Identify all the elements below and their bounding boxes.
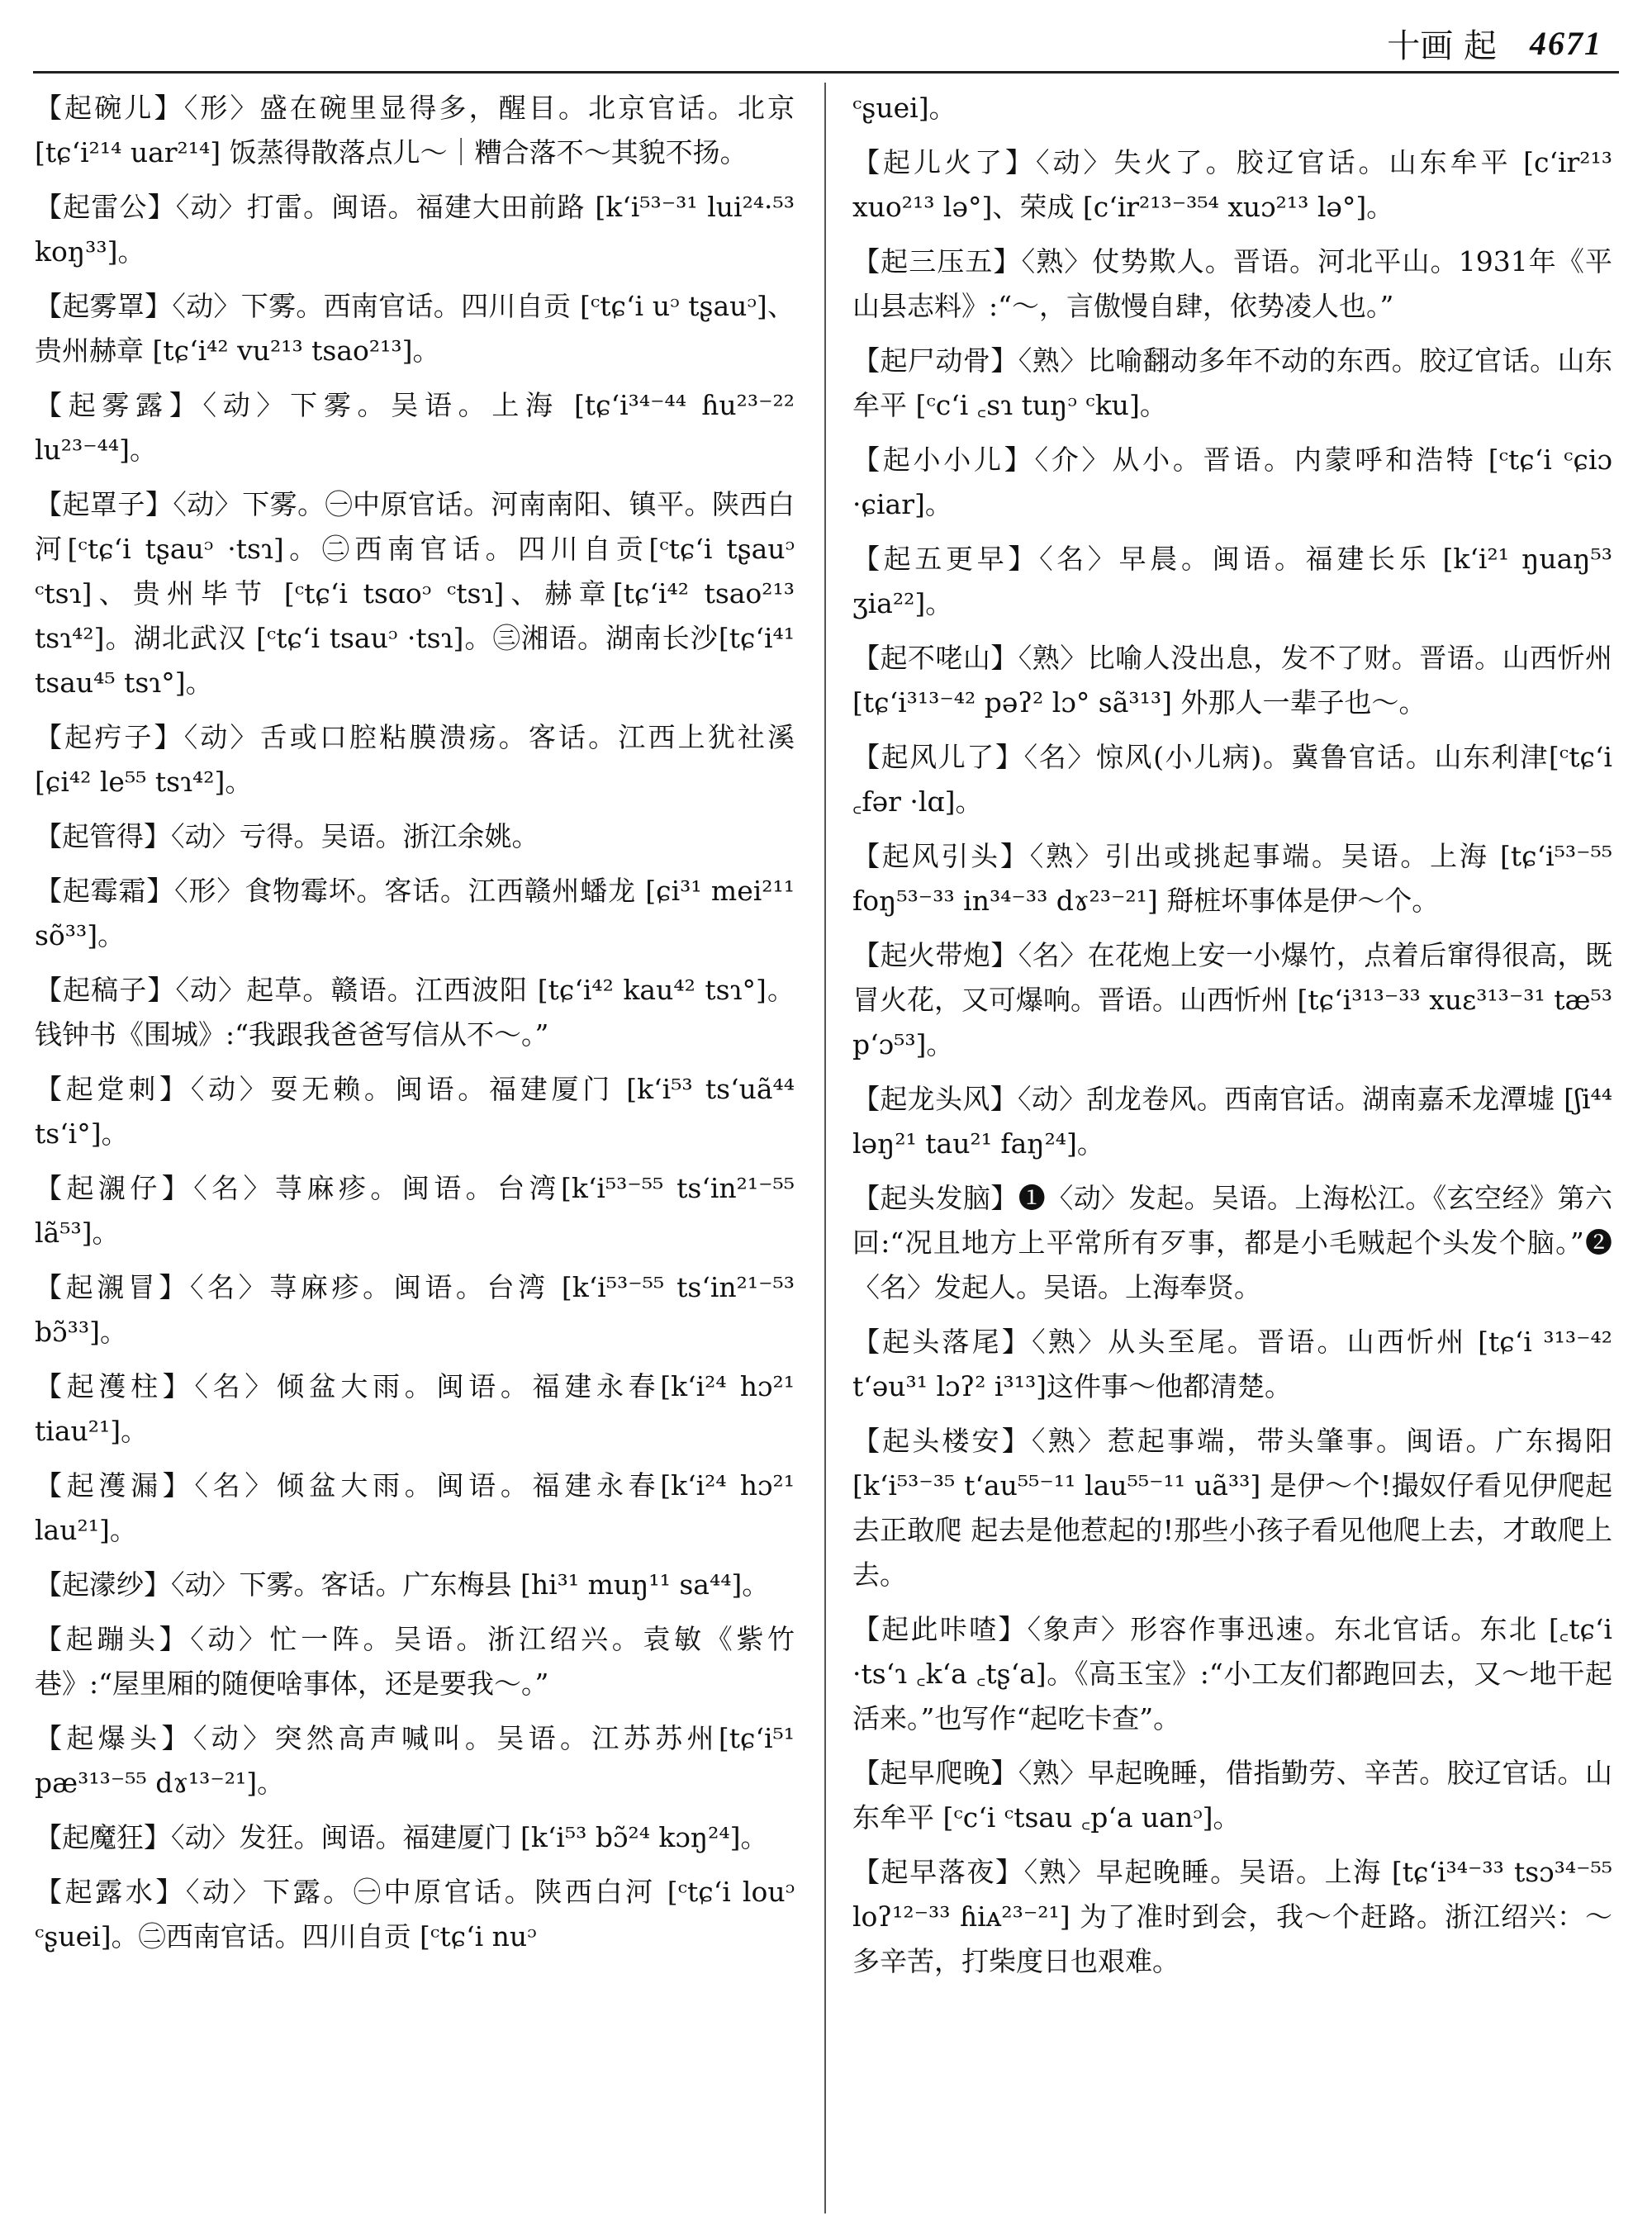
dictionary-entry: 【起濛纱】〈动〉下雾。客话。广东梅县 [hi³¹ muŋ¹¹ sa⁴⁴]。 (35, 1568, 770, 1601)
column-divider (824, 83, 826, 2213)
dictionary-entry: 【起火带炮】〈名〉在花炮上安一小爆竹，点着后窜得很高，既冒火花，又可爆响。晋语。山西忻州 [tɕʻi³¹³⁻³³ xuɛ³¹³⁻³¹ tæ⁵³ pʻɔ⁵³]。 (852, 939, 1612, 1060)
page-number: 4671 (1530, 24, 1602, 62)
dictionary-entry: 【起头落尾】〈熟〉从头至尾。晋语。山西忻州 [tɕʻi ³¹³⁻⁴² tʻəu³¹ lɔʔ² i³¹³]这件事～他都清楚。 (852, 1326, 1612, 1402)
dictionary-entry: 【起㽲子】〈动〉舌或口腔粘膜溃疡。客话。江西上犹社溪 [ɕi⁴² le⁵⁵ tsɿ⁴²]。 (35, 721, 795, 798)
dictionary-entry: 【起雾罩】〈动〉下雾。西南官话。四川自贡 [ᶜtɕʻi uᵓ tʂauᵓ]、贵州赫章 [tɕʻi⁴² vu²¹³ tsao²¹³]。 (35, 290, 795, 367)
dictionary-entry: 【起濩柱】〈名〉倾盆大雨。闽语。福建永春[kʻi²⁴ hɔ²¹ tiau²¹]。 (35, 1370, 795, 1447)
dictionary-entry: 【起早爬晚】〈熟〉早起晚睡，借指勤劳、辛苦。胶辽官话。山东牟平 [ᶜcʻi ᶜtsau ꜀pʻa uanᵓ]。 (852, 1757, 1612, 1834)
dictionary-entry: 【起雷公】〈动〉打雷。闽语。福建大田前路 [kʻi⁵³⁻³¹ lui²⁴·⁵³ koŋ³³]。 (35, 191, 795, 268)
dictionary-entry: 【起尸动骨】〈熟〉比喻翻动多年不动的东西。胶辽官话。山东牟平 [ᶜcʻi ꜀sɿ tuŋᵓ ᶜku]。 (852, 344, 1612, 421)
dictionary-entry: 【起头楼安】〈熟〉惹起事端，带头肇事。闽语。广东揭阳 [kʻi⁵³⁻³⁵ tʻau⁵⁵⁻¹¹ lau⁵⁵⁻¹¹ uã³³] 是伊～个!撮奴仔看见伊爬起去正敢爬 起去是他惹起的!那些小孩子看见他爬上去，才敢爬上去。 (852, 1425, 1612, 1591)
dictionary-entry: 【起风引头】〈熟〉引出或挑起事端。吴语。上海 [tɕʻi⁵³⁻⁵⁵ foŋ⁵³⁻³³ in³⁴⁻³³ dɤ²³⁻²¹] 搿桩坏事体是伊～个。 (852, 840, 1612, 917)
dictionary-entry: 【起头发脑】❶〈动〉发起。吴语。上海松江。《玄空经》第六回:“况且地方上平常所有歹事，都是小毛贼起个头发个脑。”❷〈名〉发起人。吴语。上海奉贤。 (852, 1182, 1613, 1303)
dictionary-entry: 【起三压五】〈熟〉仗势欺人。晋语。河北平山。1931年《平山县志料》:“～，言傲慢自肆，依势凌人也。” (852, 245, 1612, 322)
dictionary-entry: 【起雾露】〈动〉下雾。吴语。上海 [tɕʻi³⁴⁻⁴⁴ ɦu²³⁻²² lu²³⁻⁴⁴]。 (35, 389, 795, 466)
header-rule (33, 71, 1619, 74)
section-title: 十画 起 (1387, 26, 1497, 65)
dictionary-entry: 【起霉霜】〈形〉食物霉坏。客话。江西赣州蟠龙 [ɕi³¹ mei²¹¹ sõ³³]。 (35, 875, 795, 951)
dictionary-entry: 【起儿火了】〈动〉失火了。胶辽官话。山东牟平 [cʻir²¹³ xuo²¹³ lə°]、荣成 [cʻir²¹³⁻³⁵⁴ xuɔ²¹³ lə°]。 (852, 146, 1612, 223)
continued-text: ᶜʂuei]。 (852, 92, 957, 124)
dictionary-entry: 【起小小儿】〈介〉从小。晋语。内蒙呼和浩特 [ᶜtɕʻi ᶜɕiɔ ·ɕiar]。 (852, 444, 1612, 520)
dictionary-entry: 【起稿子】〈动〉起草。赣语。江西波阳 [tɕʻi⁴² kau⁴² tsɿ°]。钱钟书《围城》:“我跟我爸爸写信从不～。” (35, 974, 795, 1051)
dictionary-entry: 【起魔狂】〈动〉发狂。闽语。福建厦门 [kʻi⁵³ bɔ̃²⁴ kɔŋ²⁴]。 (35, 1821, 768, 1853)
dictionary-entry: 【起管得】〈动〉亏得。吴语。浙江余姚。 (35, 820, 539, 852)
dictionary-entry: 【起此咔喳】〈象声〉形容作事迅速。东北官话。东北 [꜀tɕʻi ·tsʻɿ ꜀kʻa ꜀tʂʻa]。《高玉宝》:“小工友们都跑回去，又～地干起活来。”也写作“起吃卡查”。 (852, 1613, 1612, 1734)
dictionary-entry: 【起龙头风】〈动〉刮龙卷风。西南官话。湖南嘉禾龙潭墟 [ʃi⁴⁴ ləŋ²¹ tau²¹ faŋ²⁴]。 (852, 1083, 1612, 1160)
dictionary-entry: 【起罩子】〈动〉下雾。㊀中原官话。河南南阳、镇平。陕西白河[ᶜtɕʻi tʂauᵓ ·tsɿ]。㊁西南官话。四川自贡[ᶜtɕʻi tʂauᵓ ᶜtsɿ]、贵州毕节 [ᶜtɕʻi tsɑoᵓ ᶜtsɿ]、赫章[tɕʻi⁴² tsao²¹³ tsɿ⁴²]。湖北武汉 [ᶜtɕʻi tsauᵓ ·tsɿ]。㊂湘语。湖南长沙[tɕʻi⁴¹ tsau⁴⁵ tsɿ°]。 (35, 488, 795, 699)
dictionary-entry: 【起露水】〈动〉下露。㊀中原官话。陕西白河 [ᶜtɕʻi louᵓ ᶜʂuei]。㊁西南官话。四川自贡 [ᶜtɕʻi nuᵓ (35, 1876, 795, 1952)
right-column (852, 86, 1612, 1994)
dictionary-entry: 【起濩漏】〈名〉倾盆大雨。闽语。福建永春[kʻi²⁴ hɔ²¹ lau²¹]。 (35, 1469, 795, 1546)
dictionary-entry: 【起蹦头】〈动〉忙一阵。吴语。浙江绍兴。袁敏《紫竹巷》:“屋里厢的随便啥事体，还是要我～。” (35, 1623, 795, 1700)
page-header (1387, 18, 1602, 68)
dictionary-entry: 【起瀙仔】〈名〉荨麻疹。闽语。台湾[kʻi⁵³⁻⁵⁵ tsʻin²¹⁻⁵⁵ lã⁵³]。 (35, 1172, 795, 1249)
dictionary-entry: 【起不咾山】〈熟〉比喻人没出息，发不了财。晋语。山西忻州 [tɕʻi³¹³⁻⁴² pəʔ² lɔ° sã³¹³] 外那人一辈子也～。 (852, 642, 1612, 719)
dictionary-entry: 【起风儿了】〈名〉惊风(小儿病)。冀鲁官话。山东利津[ᶜtɕʻi ꜀fər ·lɑ]。 (852, 741, 1612, 818)
dictionary-entry: 【起爆头】〈动〉突然高声喊叫。吴语。江苏苏州[tɕʻi⁵¹ pæ³¹³⁻⁵⁵ dɤ¹³⁻²¹]。 (35, 1722, 795, 1799)
dictionary-entry: 【起碗儿】〈形〉盛在碗里显得多，醒目。北京官话。北京 [tɕʻi²¹⁴ uar²¹⁴] 饭蒸得散落点儿～｜糟合落不～其貌不扬。 (35, 92, 795, 168)
dictionary-entry: 【起早落夜】〈熟〉早起晚睡。吴语。上海 [tɕʻi³⁴⁻³³ tsɔ³⁴⁻⁵⁵ loʔ¹²⁻³³ ɦiᴀ²³⁻²¹] 为了准时到会，我～个赶路。浙江绍兴：～多辛苦，打柴度日也艰难。 (852, 1856, 1612, 1977)
dictionary-entry: 【起䟫刺】〈动〉耍无赖。闽语。福建厦门 [kʻi⁵³ tsʻuã⁴⁴ tsʻi°]。 (35, 1073, 795, 1150)
dictionary-entry: 【起五更早】〈名〉早晨。闽语。福建长乐 [kʻi²¹ ŋuaŋ⁵³ ʒia²²]。 (852, 543, 1612, 619)
left-column (35, 86, 795, 1969)
dictionary-entry: 【起瀙冒】〈名〉荨麻疹。闽语。台湾 [kʻi⁵³⁻⁵⁵ tsʻin²¹⁻⁵³ bɔ̃³³]。 (35, 1271, 795, 1348)
